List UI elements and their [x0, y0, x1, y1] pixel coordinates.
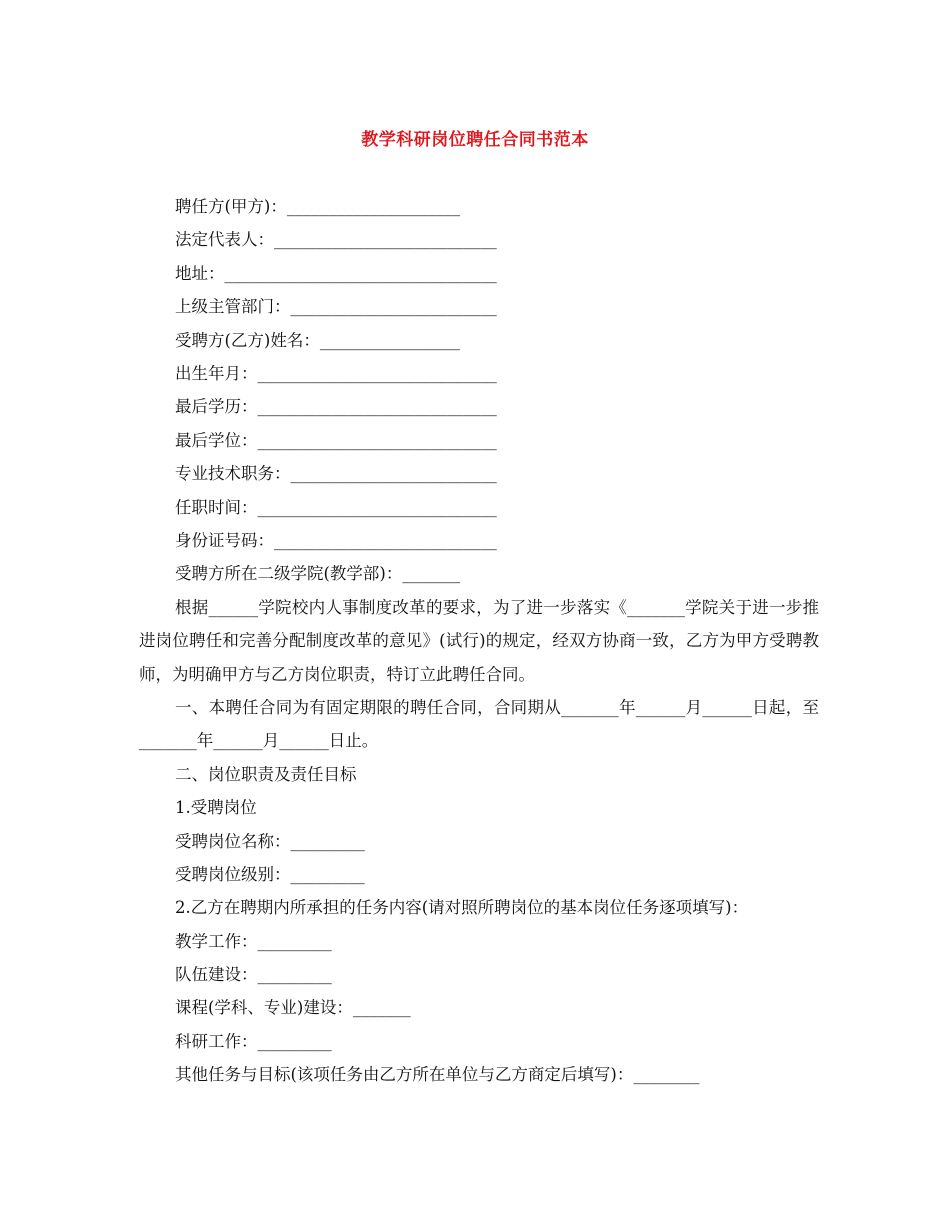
field-label: 受聘岗位级别： — [175, 864, 291, 884]
field-other-tasks — [139, 1058, 819, 1091]
field-blank: ___________________________ — [274, 530, 497, 550]
field-college — [139, 557, 819, 590]
field-blank: _______ — [402, 564, 461, 584]
field-position-name — [139, 825, 819, 858]
field-label: 上级主管部门： — [175, 297, 291, 317]
field-label: 地址： — [175, 263, 225, 283]
field-address — [139, 257, 819, 290]
field-blank: _________ — [290, 831, 365, 851]
field-label: 法定代表人： — [175, 230, 274, 250]
field-tenure-date — [139, 491, 819, 524]
field-label: 身份证号码： — [175, 530, 274, 550]
field-education — [139, 390, 819, 423]
field-employer — [139, 190, 819, 223]
field-legal-representative — [139, 223, 819, 256]
field-label: 受聘方(乙方)姓名： — [175, 330, 320, 350]
field-blank: _____________________________ — [257, 430, 497, 450]
field-blank: _________ — [257, 965, 332, 985]
field-blank: ___________________________ — [274, 230, 497, 250]
field-birth-date — [139, 357, 819, 390]
field-blank: _________ — [257, 1031, 332, 1051]
field-blank: _________________________________ — [224, 263, 497, 283]
field-team-building — [139, 958, 819, 991]
field-label: 课程(学科、专业)建设： — [175, 998, 353, 1018]
field-label: 教学工作： — [175, 931, 258, 951]
field-degree — [139, 424, 819, 457]
field-employee-name — [139, 324, 819, 357]
field-blank: _____________________________ — [257, 397, 497, 417]
field-label: 其他任务与目标(该项任务由乙方所在单位与乙方商定后填写)： — [175, 1065, 634, 1085]
field-label: 受聘岗位名称： — [175, 831, 291, 851]
field-blank: _________________ — [319, 330, 461, 350]
field-label: 专业技术职务： — [175, 464, 291, 484]
field-research — [139, 1025, 819, 1058]
field-blank: ________ — [633, 1065, 700, 1085]
field-teaching — [139, 925, 819, 958]
field-id-number — [139, 524, 819, 557]
item-tasks-heading: 2.乙方在聘期内所承担的任务内容(请对照所聘岗位的基本岗位任务逐项填写)： — [175, 898, 749, 918]
field-blank: _____________________________ — [257, 497, 497, 517]
field-label: 受聘方所在二级学院(教学部)： — [175, 564, 403, 584]
field-position-level — [139, 858, 819, 891]
field-blank: _____________________________ — [257, 363, 497, 383]
field-course-building — [139, 991, 819, 1024]
field-label: 聘任方(甲方)： — [175, 197, 287, 216]
field-label: 任职时间： — [175, 497, 258, 517]
field-label: 最后学历： — [175, 397, 258, 417]
document-body — [139, 190, 819, 1092]
field-blank: _________ — [257, 931, 332, 951]
field-blank: _________________________ — [290, 297, 497, 317]
document-title: 教学科研岗位聘任合同书范本 — [361, 130, 589, 150]
field-professional-title — [139, 457, 819, 490]
field-supervising-dept — [139, 290, 819, 323]
clause-duties-heading: 二、岗位职责及责任目标 — [175, 764, 357, 784]
field-label: 出生年月： — [175, 363, 258, 383]
field-blank: _______ — [352, 998, 411, 1018]
field-blank: _________ — [290, 864, 365, 884]
field-blank: _________________________ — [290, 464, 497, 484]
field-label: 最后学位： — [175, 430, 258, 450]
field-blank: _____________________ — [286, 197, 461, 216]
item-position-heading: 1.受聘岗位 — [175, 798, 257, 818]
intro-paragraph: 根据______学院校内人事制度改革的要求，为了进一步落实《_______学院关于进一步推进岗位聘任和完善分配制度改革的意见》(试行)的规定，经双方协商一致，乙方为甲方受聘教师，为明确甲方与乙方岗位职责，特订立此聘任合同。 — [139, 597, 819, 684]
field-label: 科研工作： — [175, 1031, 258, 1051]
field-label: 队伍建设： — [175, 965, 258, 985]
clause-contract-term: 一、本聘任合同为有固定期限的聘任合同，合同期从_______年______月______日起，至_______年______月______日止。 — [139, 697, 819, 751]
